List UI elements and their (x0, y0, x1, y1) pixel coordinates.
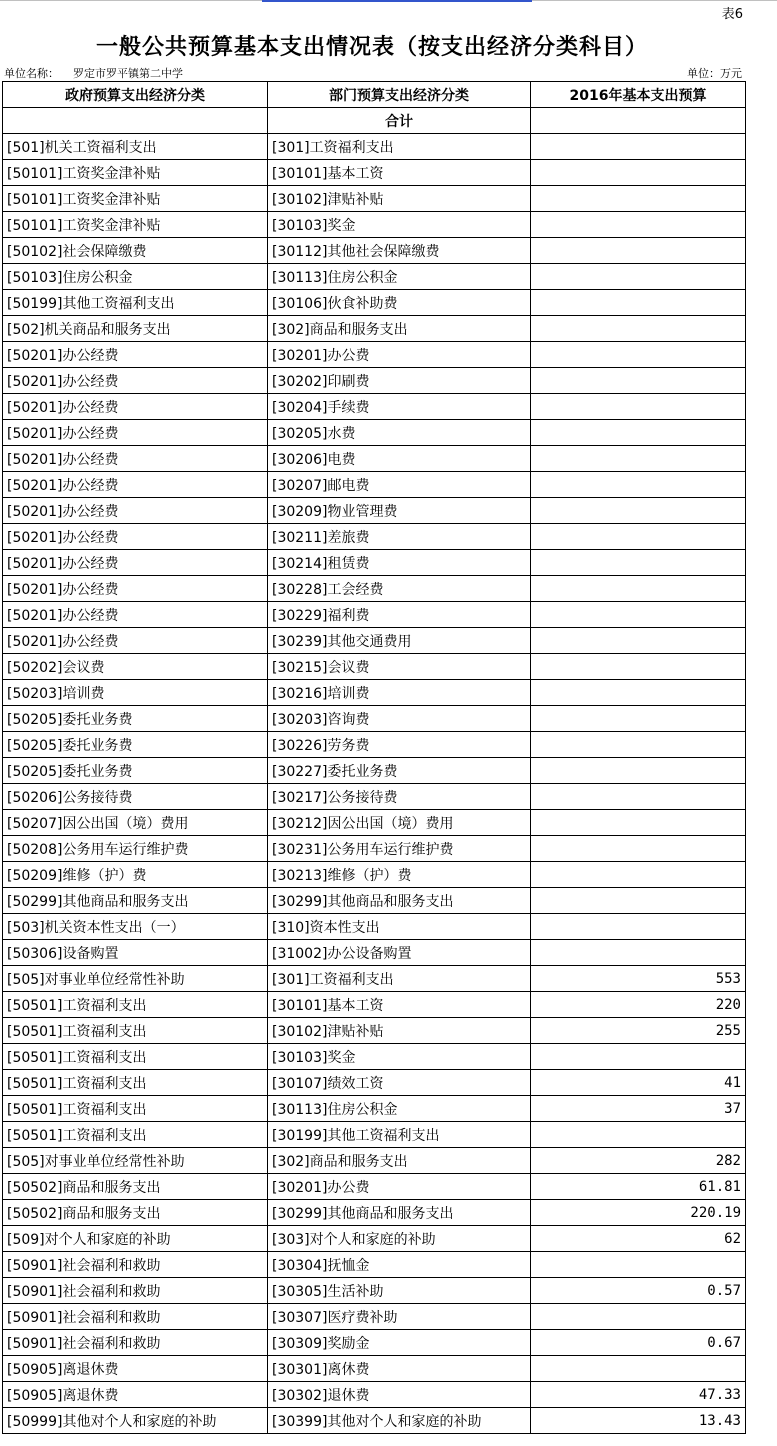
gov-class-cell[interactable]: [50205]委托业务费 (3, 706, 268, 732)
dept-class-cell[interactable]: [30113]住房公积金 (268, 1096, 531, 1122)
budget-value-cell[interactable] (531, 576, 746, 602)
budget-value-cell[interactable]: 0.57 (531, 1278, 746, 1304)
table-row (3, 602, 746, 628)
table-row (3, 446, 746, 472)
gov-class-cell[interactable]: [50999]其他对个人和家庭的补助 (3, 1408, 268, 1434)
dept-class-cell[interactable]: [30227]委托业务费 (268, 758, 531, 784)
table-row (3, 784, 746, 810)
gov-class-cell[interactable]: [50901]社会福利和救助 (3, 1330, 268, 1356)
dept-class-cell[interactable]: [30106]伙食补助费 (268, 290, 531, 316)
table-row (3, 576, 746, 602)
table-row (3, 420, 746, 446)
gov-class-cell[interactable]: [50103]住房公积金 (3, 264, 268, 290)
table-row (3, 1044, 746, 1070)
budget-value-cell[interactable] (531, 758, 746, 784)
col-header-budget[interactable]: 2016年基本支出预算 (531, 82, 746, 108)
gov-class-cell[interactable]: [50207]因公出国（境）费用 (3, 810, 268, 836)
budget-value-cell[interactable] (531, 472, 746, 498)
dept-class-cell[interactable]: [30202]印刷费 (268, 368, 531, 394)
gov-class-cell[interactable]: [50201]办公经费 (3, 550, 268, 576)
budget-value-cell[interactable] (531, 290, 746, 316)
budget-value-cell[interactable] (531, 862, 746, 888)
page-title: 一般公共预算基本支出情况表（按支出经济分类科目） (95, 34, 648, 60)
dept-class-cell[interactable]: [30307]医疗费补助 (268, 1304, 531, 1330)
gov-class-cell[interactable]: [50901]社会福利和救助 (3, 1252, 268, 1278)
budget-value-cell[interactable] (531, 368, 746, 394)
table-row (3, 1096, 746, 1122)
gov-class-cell[interactable]: [50201]办公经费 (3, 602, 268, 628)
table-row (3, 1148, 746, 1174)
gov-class-cell[interactable]: [50205]委托业务费 (3, 758, 268, 784)
gov-class-cell[interactable]: [505]对事业单位经常性补助 (3, 1148, 268, 1174)
dept-class-cell[interactable]: [30204]手续费 (268, 394, 531, 420)
gov-class-cell[interactable]: [50201]办公经费 (3, 498, 268, 524)
dept-class-cell[interactable]: [30217]公务接待费 (268, 784, 531, 810)
table-row (3, 1252, 746, 1278)
table-row (3, 966, 746, 992)
dept-class-cell[interactable]: [30102]津贴补贴 (268, 1018, 531, 1044)
budget-value-cell[interactable] (531, 238, 746, 264)
dept-class-cell[interactable]: [30211]差旅费 (268, 524, 531, 550)
budget-value-cell[interactable]: 220 (531, 992, 746, 1018)
total-label[interactable]: 合计 (268, 108, 531, 134)
budget-value-cell[interactable]: 553 (531, 966, 746, 992)
gov-class-cell[interactable]: [50501]工资福利支出 (3, 1018, 268, 1044)
dept-class-cell[interactable]: [30101]基本工资 (268, 992, 531, 1018)
header-row (3, 82, 746, 108)
dept-class-cell[interactable]: [303]对个人和家庭的补助 (268, 1226, 531, 1252)
gov-class-cell[interactable]: [50201]办公经费 (3, 342, 268, 368)
gov-class-cell[interactable]: [50201]办公经费 (3, 394, 268, 420)
dept-class-cell[interactable]: [30207]邮电费 (268, 472, 531, 498)
table-row (3, 992, 746, 1018)
dept-class-cell[interactable]: [30309]奖励金 (268, 1330, 531, 1356)
table-row (3, 940, 746, 966)
budget-value-cell[interactable] (531, 1304, 746, 1330)
unit-name-value: 罗定市罗平镇第二中学 (73, 67, 183, 80)
dept-class-cell[interactable]: [30209]物业管理费 (268, 498, 531, 524)
budget-value-cell[interactable]: 62 (531, 1226, 746, 1252)
table-row (3, 264, 746, 290)
gov-class-cell[interactable]: [505]对事业单位经常性补助 (3, 966, 268, 992)
table-row (3, 1408, 746, 1434)
dept-class-cell[interactable]: [30201]办公费 (268, 342, 531, 368)
dept-class-cell[interactable]: [30228]工会经费 (268, 576, 531, 602)
table-row (3, 472, 746, 498)
dept-class-cell[interactable]: [30107]绩效工资 (268, 1070, 531, 1096)
budget-value-cell[interactable] (531, 654, 746, 680)
budget-value-cell[interactable] (531, 1356, 746, 1382)
unit-info-row (4, 64, 744, 80)
gov-class-cell[interactable]: [502]机关商品和服务支出 (3, 316, 268, 342)
table-row (3, 1226, 746, 1252)
gov-class-cell[interactable]: [50501]工资福利支出 (3, 1122, 268, 1148)
gov-class-cell[interactable]: [50901]社会福利和救助 (3, 1278, 268, 1304)
budget-value-cell[interactable]: 37 (531, 1096, 746, 1122)
dept-class-cell[interactable]: [30305]生活补助 (268, 1278, 531, 1304)
currency-unit: 单位：万元 (687, 67, 742, 80)
dept-class-cell[interactable]: [30201]办公费 (268, 1174, 531, 1200)
dept-class-cell[interactable]: [301]工资福利支出 (268, 966, 531, 992)
gov-class-cell[interactable]: [50905]离退休费 (3, 1356, 268, 1382)
col-header-dept-class[interactable]: 部门预算支出经济分类 (268, 82, 531, 108)
budget-value-cell[interactable] (531, 316, 746, 342)
dept-class-cell[interactable]: [310]资本性支出 (268, 914, 531, 940)
table-row (3, 316, 746, 342)
dept-class-cell[interactable]: [30212]因公出国（境）费用 (268, 810, 531, 836)
table-row (3, 1382, 746, 1408)
dept-class-cell[interactable]: [302]商品和服务支出 (268, 316, 531, 342)
budget-value-cell[interactable] (531, 498, 746, 524)
table-row (3, 732, 746, 758)
budget-value-cell[interactable] (531, 706, 746, 732)
gov-class-cell[interactable]: [50299]其他商品和服务支出 (3, 888, 268, 914)
table-row (3, 1070, 746, 1096)
gov-class-cell[interactable]: [50206]公务接待费 (3, 784, 268, 810)
budget-value-cell[interactable] (531, 810, 746, 836)
dept-class-cell[interactable]: [302]商品和服务支出 (268, 1148, 531, 1174)
budget-value-cell[interactable] (531, 446, 746, 472)
gov-class-cell[interactable]: [50203]培训费 (3, 680, 268, 706)
budget-table (2, 81, 746, 1434)
dept-class-cell[interactable]: [30101]基本工资 (268, 160, 531, 186)
gov-class-cell[interactable]: [509]对个人和家庭的补助 (3, 1226, 268, 1252)
table-row (3, 862, 746, 888)
dept-class-cell[interactable]: [30304]抚恤金 (268, 1252, 531, 1278)
table-row (3, 1200, 746, 1226)
budget-value-cell[interactable] (531, 914, 746, 940)
budget-value-cell[interactable]: 220.19 (531, 1200, 746, 1226)
budget-value-cell[interactable]: 61.81 (531, 1174, 746, 1200)
budget-value-cell[interactable] (531, 1044, 746, 1070)
table-row (3, 290, 746, 316)
dept-class-cell[interactable]: [30214]租赁费 (268, 550, 531, 576)
budget-value-cell[interactable] (531, 134, 746, 160)
gov-class-cell[interactable]: [50201]办公经费 (3, 472, 268, 498)
gov-class-cell[interactable]: [50101]工资奖金津补贴 (3, 212, 268, 238)
gov-class-cell[interactable]: [50201]办公经费 (3, 628, 268, 654)
table-row (3, 524, 746, 550)
budget-value-cell[interactable] (531, 836, 746, 862)
dept-class-cell[interactable]: [30103]奖金 (268, 1044, 531, 1070)
gov-class-cell[interactable]: [50209]维修（护）费 (3, 862, 268, 888)
dept-class-cell[interactable]: [30113]住房公积金 (268, 264, 531, 290)
dept-class-cell[interactable]: [30102]津贴补贴 (268, 186, 531, 212)
table-row (3, 186, 746, 212)
table-row (3, 134, 746, 160)
gov-class-cell[interactable]: [50205]委托业务费 (3, 732, 268, 758)
table-row (3, 628, 746, 654)
gov-class-cell[interactable]: [50306]设备购置 (3, 940, 268, 966)
gov-class-cell[interactable]: [50905]离退休费 (3, 1382, 268, 1408)
unit-name-label: 单位名称： (4, 67, 59, 80)
budget-value-cell[interactable] (531, 1252, 746, 1278)
gov-class-cell[interactable]: [50201]办公经费 (3, 368, 268, 394)
budget-value-cell[interactable]: 13.43 (531, 1408, 746, 1434)
budget-value-cell[interactable] (531, 160, 746, 186)
gov-class-cell[interactable]: [50501]工资福利支出 (3, 992, 268, 1018)
table-row (3, 498, 746, 524)
gov-class-cell[interactable]: [50201]办公经费 (3, 576, 268, 602)
budget-value-cell[interactable] (531, 264, 746, 290)
table-row (3, 680, 746, 706)
table-row (3, 550, 746, 576)
dept-class-cell[interactable]: [30299]其他商品和服务支出 (268, 888, 531, 914)
table-row (3, 212, 746, 238)
budget-value-cell[interactable] (531, 680, 746, 706)
dept-class-cell[interactable]: [30103]奖金 (268, 212, 531, 238)
total-empty-cell[interactable] (3, 108, 268, 134)
budget-value-cell[interactable] (531, 940, 746, 966)
dept-class-cell[interactable]: [30299]其他商品和服务支出 (268, 1200, 531, 1226)
dept-class-cell[interactable]: [301]工资福利支出 (268, 134, 531, 160)
budget-value-cell[interactable]: 41 (531, 1070, 746, 1096)
table-row (3, 1018, 746, 1044)
budget-value-cell[interactable] (531, 524, 746, 550)
table-row (3, 1278, 746, 1304)
budget-value-cell[interactable] (531, 784, 746, 810)
total-row (3, 108, 746, 134)
table-row (3, 836, 746, 862)
table-row (3, 1356, 746, 1382)
table-row (3, 342, 746, 368)
gov-class-cell[interactable]: [50502]商品和服务支出 (3, 1174, 268, 1200)
dept-class-cell[interactable]: [30231]公务用车运行维护费 (268, 836, 531, 862)
gov-class-cell[interactable]: [50101]工资奖金津补贴 (3, 160, 268, 186)
table-row (3, 1304, 746, 1330)
table-row (3, 394, 746, 420)
table-row (3, 706, 746, 732)
table-row (3, 160, 746, 186)
dept-class-cell[interactable]: [30239]其他交通费用 (268, 628, 531, 654)
dept-class-cell[interactable]: [30199]其他工资福利支出 (268, 1122, 531, 1148)
gov-class-cell[interactable]: [50102]社会保障缴费 (3, 238, 268, 264)
gov-class-cell[interactable]: [50901]社会福利和救助 (3, 1304, 268, 1330)
gov-class-cell[interactable]: [50501]工资福利支出 (3, 1070, 268, 1096)
unit-name (4, 65, 183, 81)
dept-class-cell[interactable]: [30302]退休费 (268, 1382, 531, 1408)
gov-class-cell[interactable]: [50201]办公经费 (3, 420, 268, 446)
table-row (3, 1330, 746, 1356)
table-row (3, 888, 746, 914)
budget-value-cell[interactable] (531, 732, 746, 758)
gov-class-cell[interactable]: [50201]办公经费 (3, 524, 268, 550)
budget-value-cell[interactable]: 0.67 (531, 1330, 746, 1356)
dept-class-cell[interactable]: [30213]维修（护）费 (268, 862, 531, 888)
dept-class-cell[interactable]: [30206]电费 (268, 446, 531, 472)
dept-class-cell[interactable]: [30216]培训费 (268, 680, 531, 706)
dept-class-cell[interactable]: [30205]水费 (268, 420, 531, 446)
table-row (3, 914, 746, 940)
dept-class-cell[interactable]: [30229]福利费 (268, 602, 531, 628)
budget-value-cell[interactable]: 282 (531, 1148, 746, 1174)
gov-class-cell[interactable]: [50101]工资奖金津补贴 (3, 186, 268, 212)
gov-class-cell[interactable]: [50199]其他工资福利支出 (3, 290, 268, 316)
dept-class-cell[interactable]: [30112]其他社会保障缴费 (268, 238, 531, 264)
gov-class-cell[interactable]: [50202]会议费 (3, 654, 268, 680)
table-row (3, 1174, 746, 1200)
gov-class-cell[interactable]: [501]机关工资福利支出 (3, 134, 268, 160)
total-value[interactable] (531, 108, 746, 134)
budget-value-cell[interactable] (531, 628, 746, 654)
budget-value-cell[interactable] (531, 342, 746, 368)
hyperlink-strip[interactable] (262, 0, 532, 2)
dept-class-cell[interactable]: [30399]其他对个人和家庭的补助 (268, 1408, 531, 1434)
dept-class-cell[interactable]: [30301]离休费 (268, 1356, 531, 1382)
col-header-gov-class[interactable]: 政府预算支出经济分类 (3, 82, 268, 108)
budget-value-cell[interactable] (531, 550, 746, 576)
table-row (3, 1122, 746, 1148)
gov-class-cell[interactable]: [50201]办公经费 (3, 446, 268, 472)
gov-class-cell[interactable]: [503]机关资本性支出（一） (3, 914, 268, 940)
table-row (3, 238, 746, 264)
gov-class-cell[interactable]: [50208]公务用车运行维护费 (3, 836, 268, 862)
dept-class-cell[interactable]: [30203]咨询费 (268, 706, 531, 732)
budget-value-cell[interactable] (531, 1122, 746, 1148)
budget-value-cell[interactable] (531, 394, 746, 420)
dept-class-cell[interactable]: [30226]劳务费 (268, 732, 531, 758)
gov-class-cell[interactable]: [50501]工资福利支出 (3, 1096, 268, 1122)
dept-class-cell[interactable]: [30215]会议费 (268, 654, 531, 680)
gov-class-cell[interactable]: [50502]商品和服务支出 (3, 1200, 268, 1226)
budget-value-cell[interactable]: 255 (531, 1018, 746, 1044)
budget-value-cell[interactable] (531, 888, 746, 914)
table-row (3, 758, 746, 784)
budget-value-cell[interactable] (531, 420, 746, 446)
budget-value-cell[interactable] (531, 602, 746, 628)
table-row (3, 654, 746, 680)
table-row (3, 810, 746, 836)
table-number: 表6 (721, 7, 743, 22)
budget-value-cell[interactable] (531, 186, 746, 212)
table-row (3, 368, 746, 394)
dept-class-cell[interactable]: [31002]办公设备购置 (268, 940, 531, 966)
budget-value-cell[interactable]: 47.33 (531, 1382, 746, 1408)
budget-value-cell[interactable] (531, 212, 746, 238)
gov-class-cell[interactable]: [50501]工资福利支出 (3, 1044, 268, 1070)
